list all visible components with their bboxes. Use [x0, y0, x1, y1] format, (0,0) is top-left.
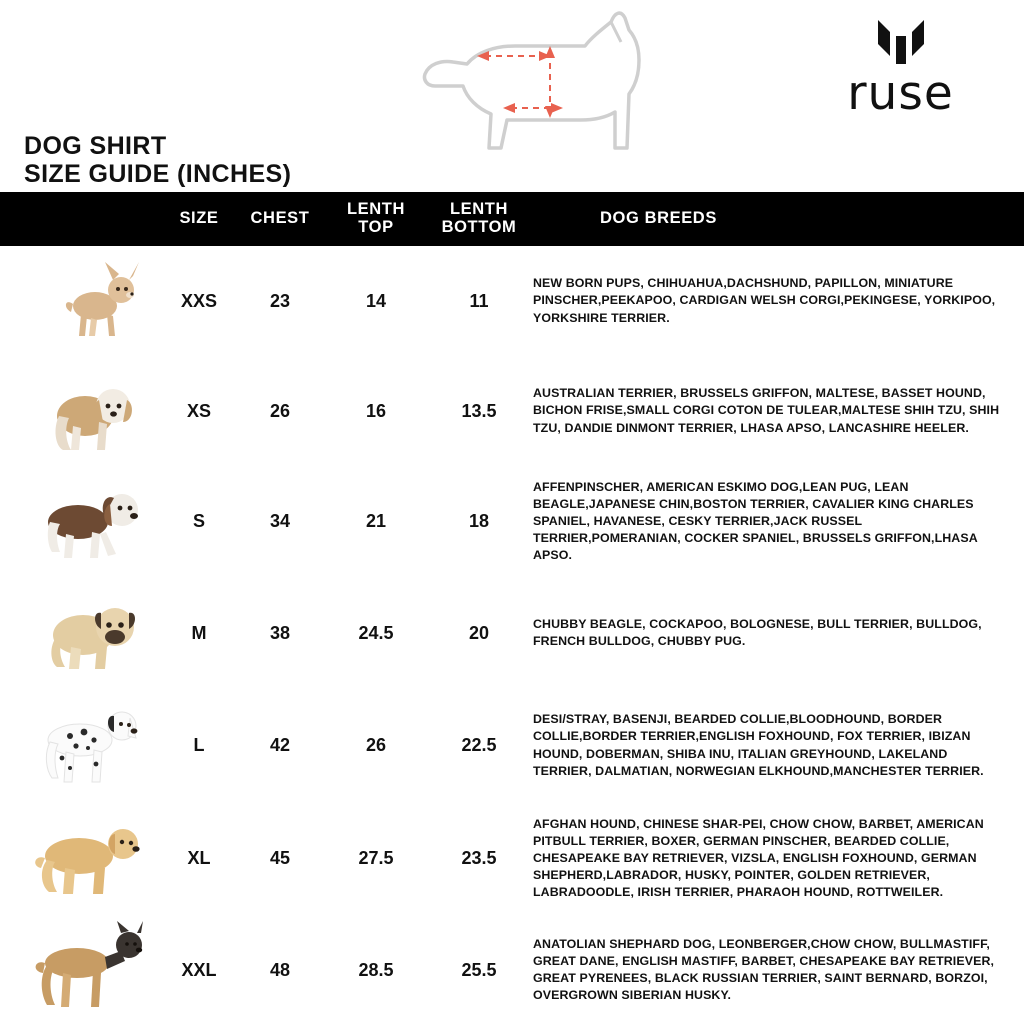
cell-chest: 34 [269, 511, 291, 531]
length-bottom-arrow [503, 103, 563, 113]
table-row [0, 466, 1024, 577]
cell-length-bottom: 11 [469, 290, 489, 311]
column-header-chest: CHEST [250, 209, 310, 228]
cell-length-top: 16 [365, 400, 387, 421]
golden-retriever-photo [18, 802, 168, 915]
cell-length-top: 21 [365, 511, 387, 531]
cell-length-bottom: 22.5 [461, 735, 497, 755]
cell-chest: 42 [269, 735, 291, 755]
cell-size: M [191, 622, 207, 643]
cell-dog-breeds [533, 802, 1006, 915]
header-area [0, 0, 1024, 192]
column-header-length-bottom-line2: BOTTOM [441, 218, 517, 236]
cell-length-top: 28.5 [358, 959, 394, 980]
cell-length-top: 14 [365, 290, 387, 311]
dog-breeds-text: AFFENPINSCHER, AMERICAN ESKIMO DOG,LEAN PUG, LEAN BEAGLE,JAPANESE CHIN,BOSTON TERRIER, CAVALIER KING CHARLES SPANIEL, HAVANESE, CESKY TERRIER,JACK RUSSEL TERRIER,POMERANIAN, COCKER SPANIEL, BRUSSELS GRIFFON,LHASA APSO. [533, 479, 978, 563]
table-row [0, 577, 1024, 689]
cell-size: XS [186, 400, 211, 421]
pug-photo [18, 577, 168, 689]
page-title [24, 132, 291, 188]
cell-dog-breeds [533, 466, 1006, 577]
cell-size: XXL [181, 959, 217, 980]
table-row [0, 246, 1024, 356]
chihuahua-photo [18, 246, 168, 356]
cell-chest: 23 [269, 290, 291, 311]
ruse-leaf-logo-icon [813, 18, 988, 66]
cell-length-bottom: 20 [468, 622, 490, 643]
brand-wordmark: ruse [847, 66, 954, 121]
beagle-photo [18, 466, 168, 577]
cell-length-top: 27.5 [358, 848, 394, 868]
cell-length-bottom: 13.5 [461, 400, 497, 421]
cell-dog-breeds [533, 915, 1006, 1024]
column-header-length-bottom [424, 192, 534, 246]
table-header [0, 192, 1024, 246]
cell-size: S [192, 511, 205, 531]
column-header-length-bottom-line1: LENTH [450, 200, 508, 219]
table-row [0, 356, 1024, 466]
cell-dog-breeds [533, 577, 1006, 689]
cell-chest: 48 [269, 959, 291, 980]
table-row [0, 915, 1024, 1024]
cell-length-bottom: 18 [468, 511, 490, 531]
cell-length-bottom: 25.5 [461, 959, 497, 980]
cell-chest: 45 [269, 848, 291, 868]
column-header-length-top [330, 192, 422, 246]
cell-dog-breeds [533, 689, 1006, 802]
dog-breeds-text: DESI/STRAY, BASENJI, BEARDED COLLIE,BLOODHOUND, BORDER COLLIE,BORDER TERRIER,ENGLISH FOXHOUND, FOX TERRIER, IBIZAN HOUND, DOBERMAN, SHIBA INU, ITALIAN GREYHOUND, LAKELAND TERRIER, DALMATIAN, NORWEGIAN ELKHOUND,MANCHESTER TERRIER. [533, 712, 984, 778]
cell-size: XL [187, 848, 211, 868]
cell-chest: 26 [269, 400, 291, 421]
length-top-arrow [477, 51, 551, 61]
cell-dog-breeds [533, 246, 1006, 356]
column-header-size: SIZE [179, 209, 219, 228]
table-row [0, 689, 1024, 802]
dog-measurement-diagram [415, 8, 685, 183]
shih-tzu-photo [18, 356, 168, 466]
brand-logo [813, 18, 988, 121]
dog-breeds-text: CHUBBY BEAGLE, COCKAPOO, BOLOGNESE, BULL TERRIER, BULLDOG, FRENCH BULLDOG, CHUBBY PUG. [533, 616, 982, 648]
title-line-1: DOG SHIRT [24, 132, 167, 160]
great-dane-photo [18, 915, 168, 1024]
cell-chest: 38 [269, 622, 291, 643]
cell-length-top: 24.5 [358, 622, 394, 643]
dog-breeds-text: AUSTRALIAN TERRIER, BRUSSELS GRIFFON, MALTESE, BASSET HOUND, BICHON FRISE,SMALL CORGI COTON DE TULEAR,MALTESE SHIH TZU, SHIH TZU, DANDIE DINMONT TERRIER, LHASA APSO, LANCASHIRE HEELER. [533, 386, 1000, 435]
title-line-2: SIZE GUIDE (INCHES) [24, 160, 292, 188]
cell-size: XXS [180, 290, 218, 311]
table-row [0, 802, 1024, 915]
dog-breeds-text: NEW BORN PUPS, CHIHUAHUA,DACHSHUND, PAPILLON, MINIATURE PINSCHER,PEEKAPOO, CARDIGAN WELSH CORGI,PEKINGESE, YORKIPOO, YORKSHIRE TERRIER. [533, 276, 996, 325]
column-header-length-top-line2: TOP [358, 218, 394, 236]
column-header-dog-breeds: DOG BREEDS [600, 209, 717, 228]
column-header-length-top-line1: LENTH [347, 200, 405, 219]
dog-breeds-text: ANATOLIAN SHEPHARD DOG, LEONBERGER,CHOW CHOW, BULLMASTIFF, GREAT DANE, ENGLISH MASTIFF, BARBET, CHESAPEAKE BAY RETRIEVER, GREAT PYRENEES, BLACK RUSSIAN TERRIER, SAINT BERNARD, BORZOI, OVERGROWN SIBERIAN HUSKY. [533, 936, 995, 1003]
dalmatian-photo [18, 689, 168, 802]
cell-length-top: 26 [365, 735, 387, 755]
cell-size: L [193, 735, 205, 755]
cell-length-bottom: 23.5 [461, 848, 497, 868]
dog-breeds-text: AFGHAN HOUND, CHINESE SHAR-PEI, CHOW CHOW, BARBET, AMERICAN PITBULL TERRIER, BOXER, GERMAN PINSCHER, BEARDED COLLIE, CHESAPEAKE BAY RETRIEVER, VIZSLA, ENGLISH FOXHOUND, GERMAN SHEPHERD,LABRADOR, HUSKY, POINTER, GOLDEN RETRIEVER, LABRADOODLE, IRISH TERRIER, PHARAOH HOUND, ROTTWEILER. [533, 816, 984, 900]
cell-dog-breeds [533, 356, 1006, 466]
